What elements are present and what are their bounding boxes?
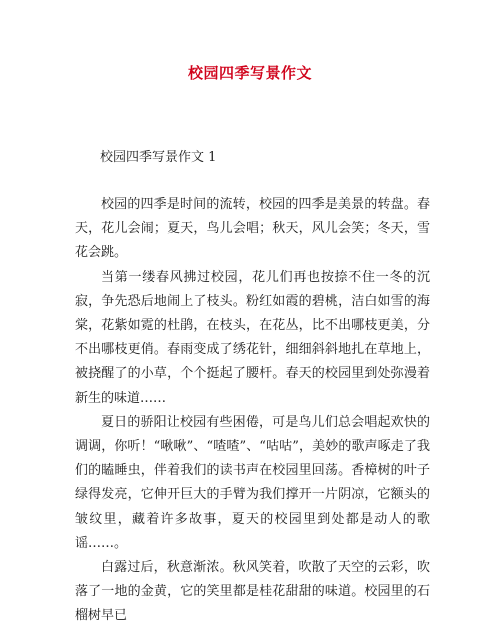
document-title: 校园四季写景作文 bbox=[187, 64, 312, 82]
paragraph: 白露过后，秋意渐浓。秋风笑着，吹散了天空的云彩，吹落了一地的金黄，它的笑里都是桂花甜甜的味道。校园里的石榴树早已 bbox=[75, 560, 430, 624]
paragraph: 夏日的骄阳让校园有些困倦，可是鸟儿们总会唱起欢快的调调，你听！“啾啾”、“喳喳”、“咕咕”，美妙的歌声啄走了我们的瞌睡虫，伴着我们的读书声在校园里回荡。香樟树的叶子绿得发亮，它伸开巨大的手臂为我们撑开一片阴凉，它额头的皱纹里，藏着许多故事，夏天的校园里到处都是动人的歌谣……。 bbox=[75, 414, 430, 551]
paragraph: 校园的四季是时间的流转，校园的四季是美景的转盘。春天，花儿会闹；夏天，鸟儿会唱；秋天，风儿会笑；冬天，雪花会跳。 bbox=[75, 197, 430, 261]
essay-body bbox=[75, 193, 430, 629]
essay-heading: 校园四季写景作文 1 bbox=[100, 150, 217, 165]
paragraph: 当第一缕春风拂过校园，花儿们再也按捺不住一冬的沉寂，争先恐后地闹上了枝头。粉红如霞的碧桃，洁白如雪的海棠，花紫如霓的杜鹃，在枝头，在花丛，比不出哪枝更美，分不出哪枝更俏。春雨变成了绣花针，细细斜斜地扎在草地上，被挠醒了的小草，个个挺起了腰杆。春天的校园里到处弥漫着新生的味道…… bbox=[75, 269, 430, 406]
